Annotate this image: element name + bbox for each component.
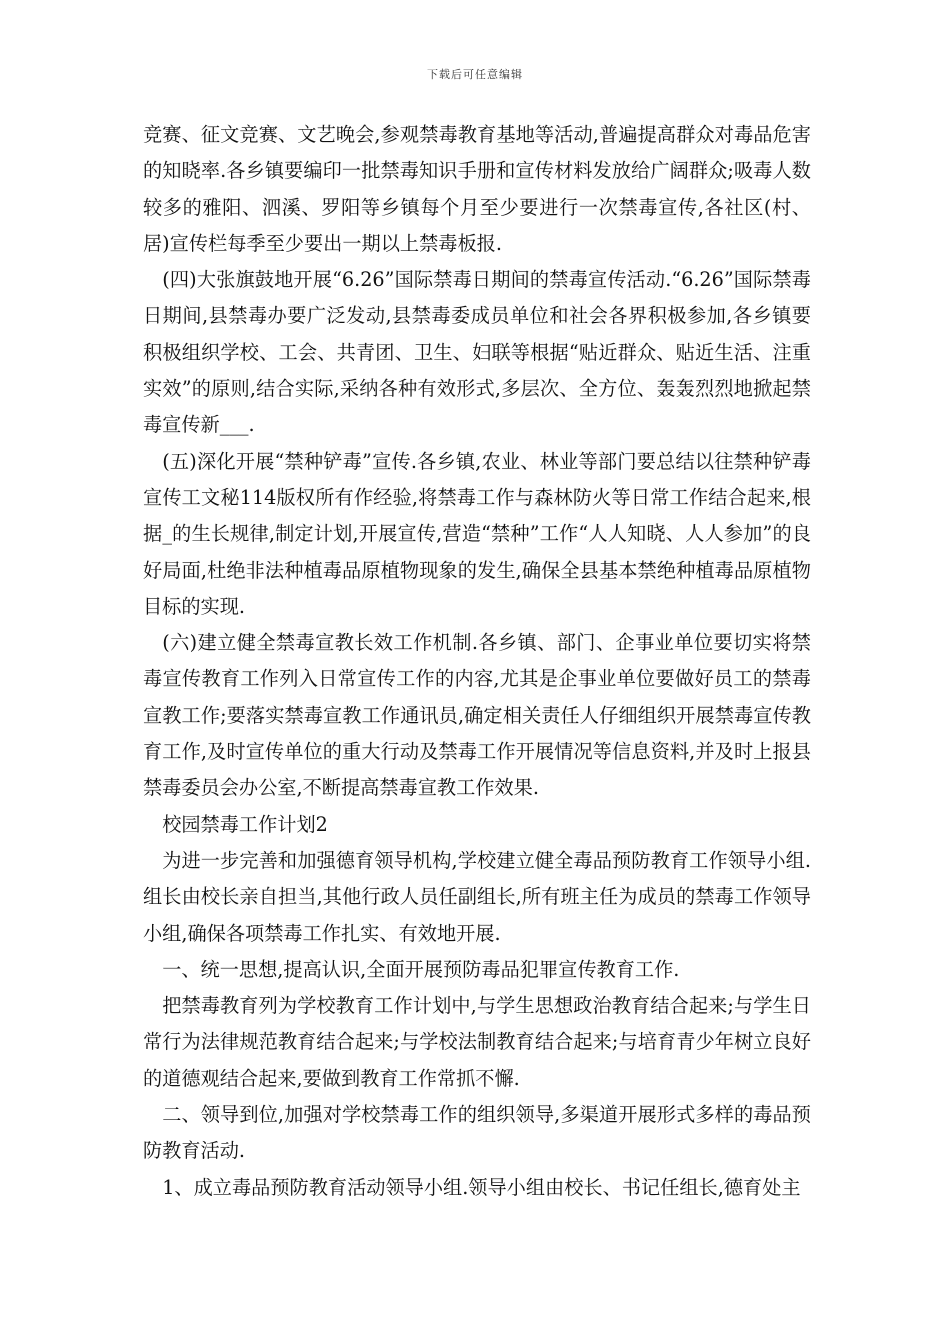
page-header: 下载后可任意编辑 [427,68,523,81]
paragraph-section-5: (五)深化开展“禁种铲毒”宣传.各乡镇,农业、林业等部门要总结以往禁种铲毒宣传工文秘114版权所有作经验,将禁毒工作与森林防火等日常工作结合起来,根据_的生长规律,制定计划,开展宣传,营造“禁种”工作“人人知晓、人人参加”的良好局面,杜绝非法种植毒品原植物现象的发生,确保全县基本禁绝种植毒品原植物目标的实现. [143,449,811,618]
paragraph-point-1: 一、统一思想,提高认识,全面开展预防毒品犯罪宣传教育工作. [162,957,680,981]
section-heading-plan-2: 校园禁毒工作计划2 [162,812,328,836]
paragraph-intro: 为进一步完善和加强德育领导机构,学校建立健全毒品预防教育工作领导小组.组长由校长亲自担当,其他行政人员任副组长,所有班主任为成员的禁毒工作领导小组,确保各项禁毒工作扎实、有效地开展. [143,848,811,945]
paragraph-point-2: 二、领导到位,加强对学校禁毒工作的组织领导,多渠道开展形式多样的毒品预防教育活动. [143,1103,811,1163]
paragraph-item-1: 1、成立毒品预防教育活动领导小组.领导小组由校长、书记任组长,德育处主 [162,1175,801,1199]
paragraph-section-6: (六)建立健全禁毒宣教长效工作机制.各乡镇、部门、企事业单位要切实将禁毒宣传教育工作列入日常宣传工作的内容,尤其是企事业单位要做好员工的禁毒宣教工作;要落实禁毒宣教工作通讯员,确定相关责任人仔细组织开展禁毒宣传教育工作,及时宣传单位的重大行动及禁毒工作开展情况等信息资料,并及时上报县禁毒委员会办公室,不断提高禁毒宣教工作效果. [143,631,811,800]
paragraph-section-4: (四)大张旗鼓地开展“6.26”国际禁毒日期间的禁毒宣传活动.“6.26”国际禁毒日期间,县禁毒办要广泛发动,县禁毒委成员单位和社会各界积极参加,各乡镇要积极组织学校、工会、共青团、卫生、妇联等根据“贴近群众、贴近生活、注重实效”的原则,结合实际,采纳各种有效形式,多层次、全方位、轰轰烈烈地掀起禁毒宣传新___. [143,268,811,437]
paragraph-point-1-body: 把禁毒教育列为学校教育工作计划中,与学生思想政治教育结合起来;与学生日常行为法律规范教育结合起来;与学校法制教育结合起来;与培育青少年树立良好的道德观结合起来,要做到教育工作常抓不懈. [143,994,811,1090]
paragraph-continuation: 竞赛、征文竞赛、文艺晚会,参观禁毒教育基地等活动,普遍提高群众对毒品危害的知晓率.各乡镇要编印一批禁毒知识手册和宣传材料发放给广阔群众;吸毒人数较多的雅阳、泗溪、罗阳等乡镇每个月至少要进行一次禁毒宣传,各社区(村、居)宣传栏每季至少要出一期以上禁毒板报. [143,123,811,255]
document-body [143,117,811,1206]
